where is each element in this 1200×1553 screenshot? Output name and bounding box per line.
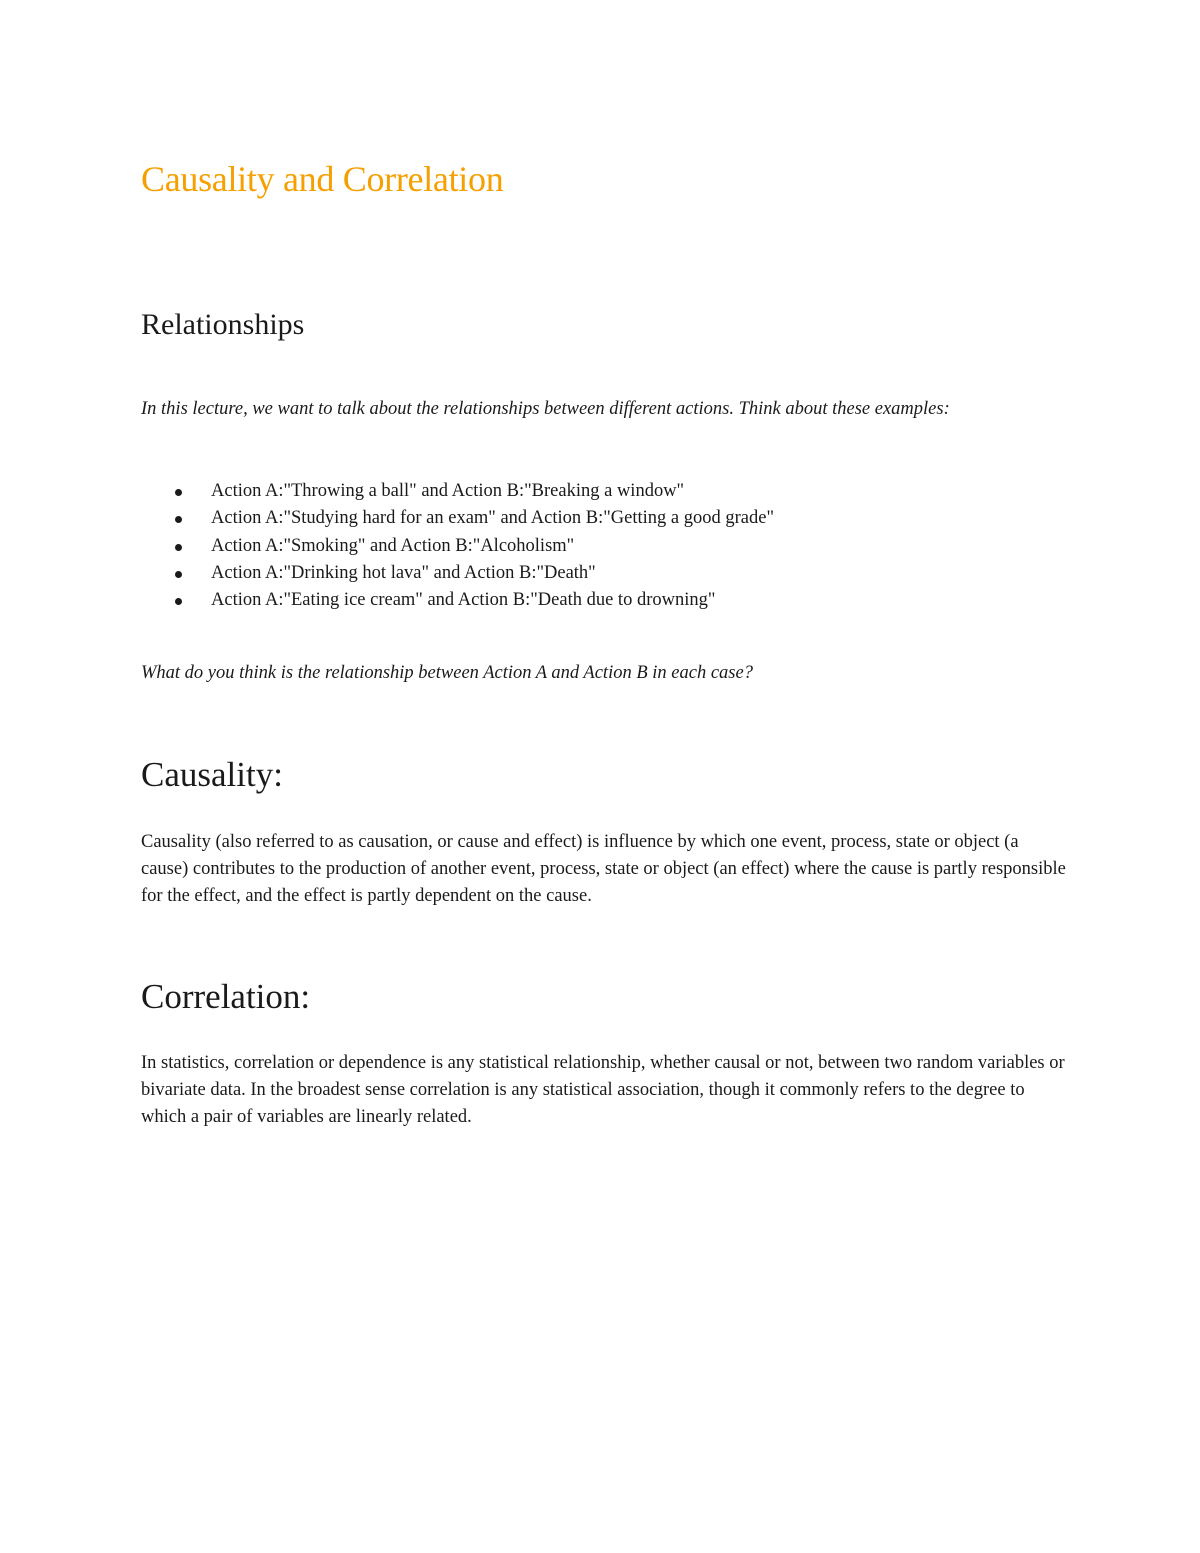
list-item-text: Action A:"Studying hard for an exam" and Action B:"Getting a good grade" [211, 508, 775, 529]
bullet-icon [175, 544, 182, 551]
list-item-text: Action A:"Eating ice cream" and Action B:"Death due to drowning" [211, 590, 716, 611]
relationships-heading: Relationships [141, 308, 305, 341]
bullet-icon [175, 571, 182, 578]
list-item [141, 587, 774, 614]
list-item [141, 560, 774, 587]
list-item [141, 533, 774, 560]
examples-list [141, 478, 774, 614]
bullet-icon [175, 516, 182, 523]
correlation-heading: Correlation: [141, 977, 311, 1016]
list-item [141, 505, 774, 532]
bullet-icon [175, 598, 182, 605]
list-item-text: Action A:"Smoking" and Action B:"Alcoholism" [211, 535, 575, 556]
list-item [141, 478, 774, 505]
relationships-intro: In this lecture, we want to talk about the relationships between different actions. Think about these examples: [141, 399, 950, 419]
causality-paragraph: Causality (also referred to as causation, or cause and effect) is influence by which one event, process, state or object (a cause) contributes to the production of another event, process, state or object (an effect) where the cause is partly responsible for the effect, and the effect is partly dependent on the cause. [141, 832, 1066, 906]
causality-heading: Causality: [141, 755, 283, 794]
correlation-paragraph: In statistics, correlation or dependence is any statistical relationship, whether causal or not, between two random variables or bivariate data. In the broadest sense correlation is any statistical association, though it commonly refers to the degree to which a pair of variables are linearly related. [141, 1053, 1065, 1127]
relationships-question: What do you think is the relationship between Action A and Action B in each case? [141, 663, 753, 683]
document-title: Causality and Correlation [141, 159, 504, 199]
list-item-text: Action A:"Drinking hot lava" and Action B:"Death" [211, 562, 596, 583]
bullet-icon [175, 489, 182, 496]
list-item-text: Action A:"Throwing a ball" and Action B:"Breaking a window" [211, 481, 685, 501]
